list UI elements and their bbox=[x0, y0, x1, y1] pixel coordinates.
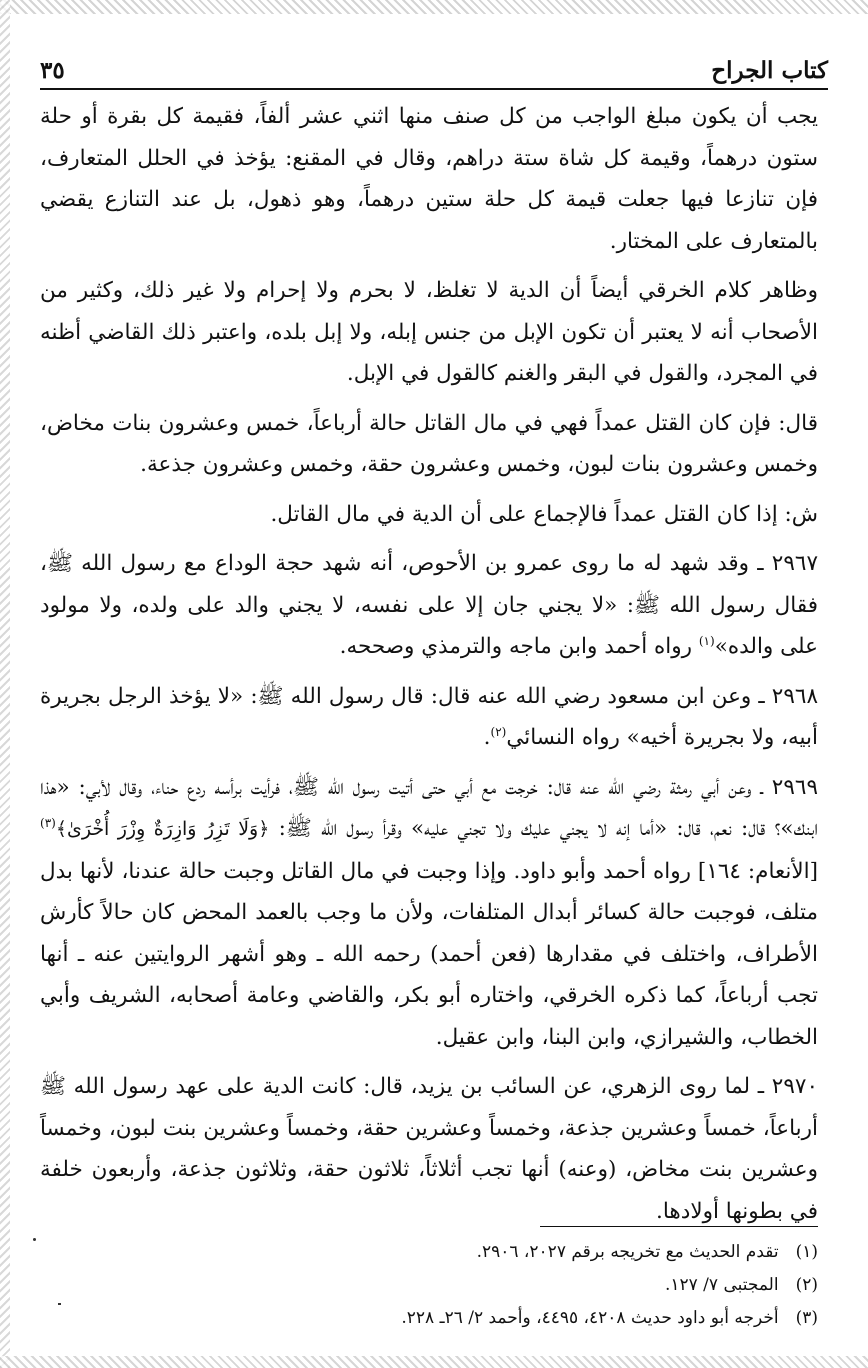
footnote-ref-3: (٣) bbox=[40, 815, 56, 830]
footnotes bbox=[40, 1236, 818, 1335]
hadith-2967 bbox=[40, 543, 818, 668]
quran-verse: ﴿وَلَا تَزِرُ وَازِرَةٌ وِزْرَ أُخْرَىٰ﴾ bbox=[55, 818, 270, 840]
scan-speck bbox=[33, 1238, 36, 1241]
footnote-number: (١) bbox=[795, 1242, 818, 1262]
hadith-2969-text: ٢٩٦٩ ـ وعن أبي رمثة رضي الله عنه قال: خرجت مع أبي حتى أتيت رسول الله ﷺ، فرأيت برأسه ردع حناء، وقال لأبي: «هذا ابنك»؟ قال: نعم، قال: «أما إنه لا يجني عليك ولا تجني عليه» وقرأ رسول الله ﷺ: bbox=[40, 774, 818, 841]
hadith-2968 bbox=[40, 676, 818, 759]
page-bottom-edge bbox=[0, 1356, 868, 1368]
footnote-1 bbox=[40, 1236, 818, 1269]
footnote-divider bbox=[540, 1226, 818, 1227]
footnote-text: المجتبى ٧/ ١٢٧. bbox=[664, 1275, 779, 1295]
hadith-2967-text: ٢٩٦٧ ـ وقد شهد له ما روى عمرو بن الأحوص، أنه شهد حجة الوداع مع رسول الله ﷺ، فقال رسول الله ﷺ: «لا يجني جان إلا على نفسه، لا يجني والد على ولده، ولا مولود على والده» bbox=[40, 551, 818, 659]
paragraph-matn-intentional: قال: فإن كان القتل عمداً فهي في مال القاتل حالة أرباعاً، خمس وعشرون بنات مخاض، وخمس وعشرون بنات لبون، وخمس وعشرون حقة، وخمس وعشرون جذعة. bbox=[40, 410, 818, 477]
hadith-2969 bbox=[40, 767, 818, 1059]
page-number: ٣٥ bbox=[40, 57, 65, 84]
paragraph-no-aggravation: وظاهر كلام الخرقي أيضاً أن الدية لا تغلظ، لا بحرم ولا إحرام ولا غير ذلك، وكثير من الأصحاب أنه لا يعتبر أن تكون الإبل من جنس إبله، ولا إبل بلده، واعتبر ذلك القاضي أظنه في المجرد، والقول في البقر والغنم كالقول في الإبل. bbox=[40, 278, 818, 386]
footnote-number: (٣) bbox=[795, 1308, 818, 1328]
footnote-3 bbox=[40, 1302, 818, 1335]
footnote-text: أخرجه أبو داود حديث ٤٢٠٨، ٤٤٩٥، وأحمد ٢/ ٢٦ـ ٢٢٨. bbox=[401, 1308, 779, 1328]
scan-speck bbox=[58, 1303, 61, 1305]
hadith-2968-tail: . bbox=[483, 725, 491, 750]
footnote-2 bbox=[40, 1269, 818, 1302]
hadith-2967-tail: رواه أحمد وابن ماجه والترمذي وصححه. bbox=[339, 634, 699, 659]
page-left-edge bbox=[0, 0, 10, 1368]
hadith-2969-tail: [الأنعام: ١٦٤] رواه أحمد وأبو داود. وإذا وجبت في مال القاتل وجبت حالة عندنا، لأنها بدل متلف، فوجبت حالة كسائر أبدال المتلفات، ولأن ما وجب بالعمد المحض كان حالاً كأرش الأطراف، واختلف في مقدارها (فعن أحمد) رحمه الله ـ وهو أشهر الروايتين عنه ـ أنها تجب أرباعاً، كما ذكره الخرقي، واختاره أبو بكر، والقاضي وعامة أصحابه، الشريف وأبي الخطاب، والشيرازي، وابن البنا، وابن عقيل. bbox=[40, 858, 818, 1050]
running-title: كتاب الجراح bbox=[711, 57, 828, 84]
paragraph-value-of-cloth: يجب أن يكون مبلغ الواجب من كل صنف منها اثني عشر ألفاً، فقيمة كل بقرة أو حلة ستون درهماً، وقيمة كل شاة ستة دراهم، وقال في المقنع: يؤخذ في الحلل المتعارف، فإن تنازعا فيها جعلت قيمة كل حلة ستين درهماً، وهو ذهول، بل عند التنازع يقضي بالمتعارف على المختار. bbox=[40, 104, 818, 254]
page-top-edge bbox=[0, 0, 868, 14]
hadith-2968-text: ٢٩٦٨ ـ وعن ابن مسعود رضي الله عنه قال: قال رسول الله ﷺ: «لا يؤخذ الرجل بجريرة أبيه، ولا بجريرة أخيه» رواه النسائي bbox=[40, 683, 818, 750]
paragraph-sharh-consensus: ش: إذا كان القتل عمداً فالإجماع على أن الدية في مال القاتل. bbox=[270, 501, 818, 527]
footnote-ref-2: (٢) bbox=[490, 724, 507, 739]
footnote-ref-1: (١) bbox=[698, 633, 715, 648]
hadith-2970: ٢٩٧٠ ـ لما روى الزهري، عن السائب بن يزيد، قال: كانت الدية على عهد رسول الله ﷺ أرباعاً، خمساً وعشرين جذعة، وخمساً وعشرين حقة، وخمساً وعشرين بنت لبون، وخمساً وعشرين بنت مخاض، (وعنه) أنها تجب أثلاثاً، ثلاثون حقة، وثلاثون جذعة، وأربعون خلفة في بطونها أولادها. bbox=[40, 1074, 818, 1224]
footnote-number: (٢) bbox=[795, 1275, 818, 1295]
footnote-text: تقدم الحديث مع تخريجه برقم ٢٠٢٧، ٢٩٠٦. bbox=[476, 1242, 779, 1262]
page-header bbox=[40, 40, 828, 90]
page-body bbox=[40, 96, 818, 1232]
